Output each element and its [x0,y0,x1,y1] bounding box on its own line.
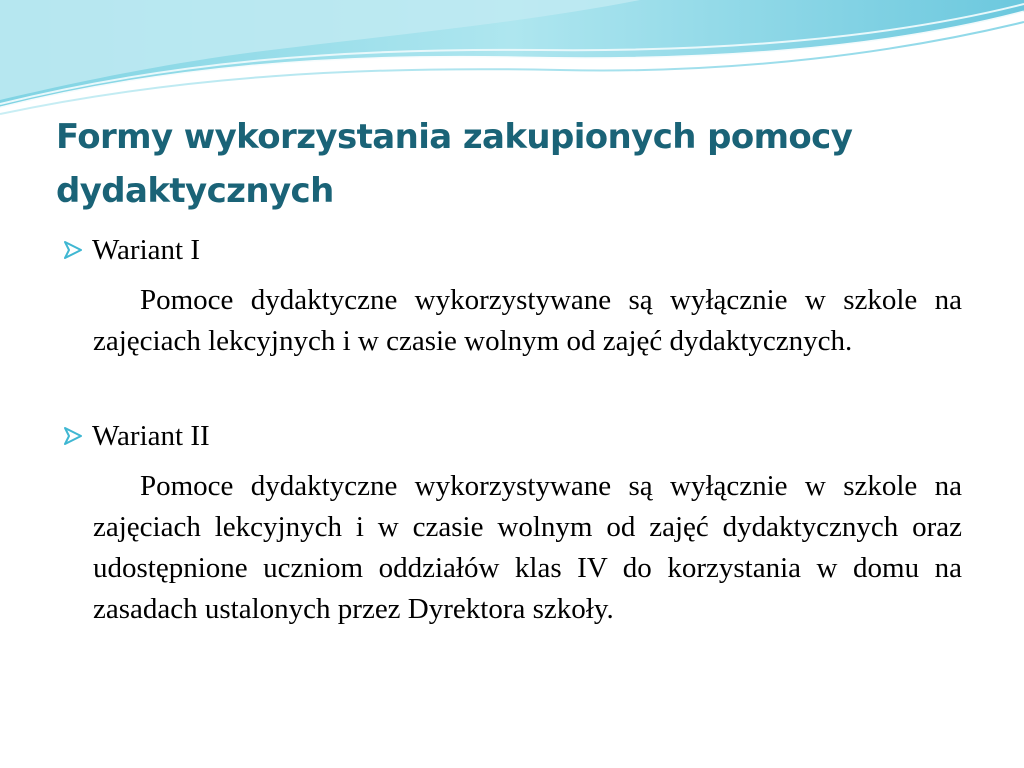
bullet-label: Wariant I [92,234,200,266]
decorative-wave-header [0,0,1024,120]
bullet-label: Wariant II [92,420,210,452]
bullet-paragraph: Pomoce dydaktyczne wykorzystywane są wyłącznie w szkole na zajęciach lekcyjnych i w czasie wolnym od zajęć dydaktycznych. [93,284,962,357]
slide-title: Formy wykorzystania zakupionych pomocy dydaktycznych [56,117,853,211]
slide-content [62,228,962,630]
bullet-paragraph: Pomoce dydaktyczne wykorzystywane są wyłącznie w szkole na zajęciach lekcyjnych i w czasie wolnym od zajęć dydaktycznych oraz udostępnione uczniom oddziałów klas IV do korzystania w domu na zasadach ustalonych przez Dyrektora szkoły. [93,470,962,625]
bullet-wariant-2 [62,414,962,458]
spacer [62,362,962,414]
arrow-bullet-icon [62,240,84,260]
arrow-bullet-icon [62,426,84,446]
bullet-wariant-1 [62,228,962,272]
